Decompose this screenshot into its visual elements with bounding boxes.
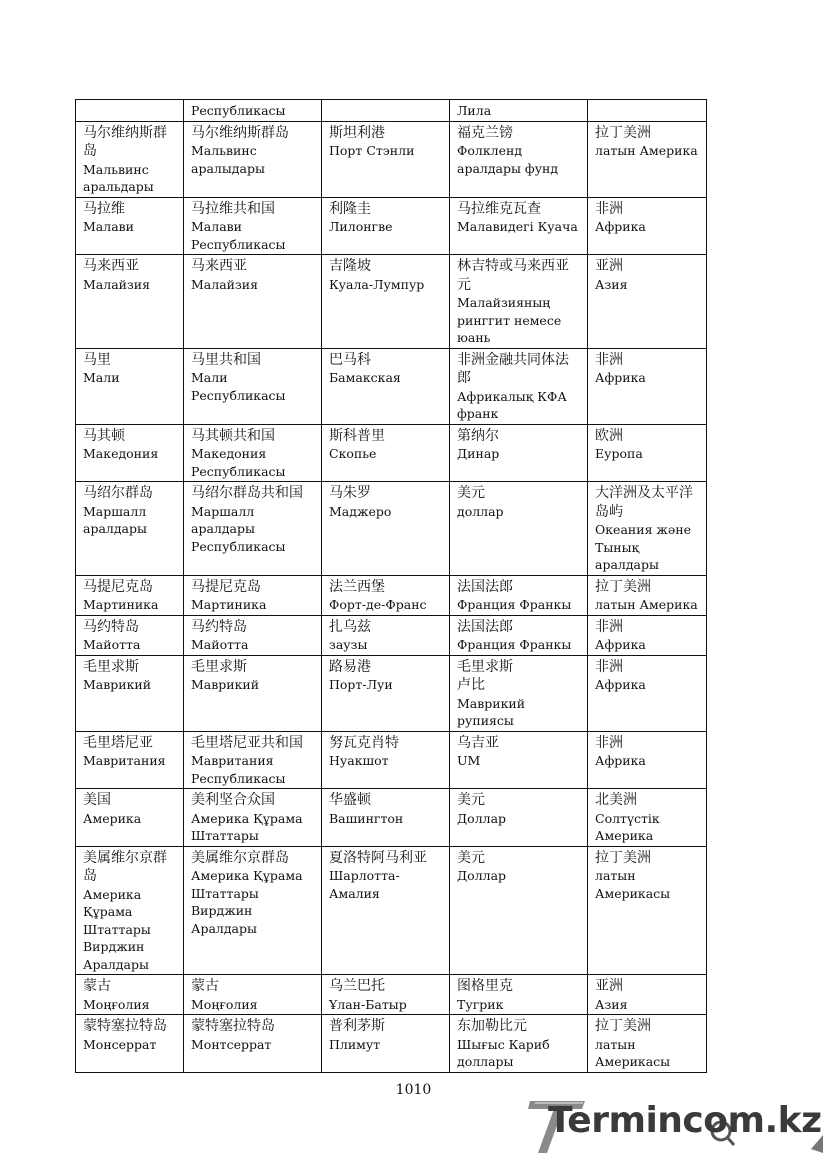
kazakh-term: Мальвинс аралыдары xyxy=(191,143,265,176)
kazakh-term: Франция Франкы xyxy=(457,637,572,652)
chinese-term: 扎乌兹 xyxy=(329,618,371,635)
kazakh-term: Малави Республикасы xyxy=(191,219,286,252)
chinese-term: 马里 xyxy=(83,351,111,368)
table-row xyxy=(76,731,707,789)
kazakh-term: Мартиника xyxy=(83,597,159,612)
region-cell xyxy=(588,615,707,655)
chinese-term: 普利茅斯 xyxy=(329,1018,385,1034)
region-cell xyxy=(588,731,707,789)
kazakh-term: латын Америка xyxy=(595,597,698,612)
kazakh-term: Малави xyxy=(83,219,135,234)
currency-cell xyxy=(450,789,588,847)
chinese-term: 巴马科 xyxy=(329,351,371,368)
chinese-term: 亚洲 xyxy=(595,978,623,994)
table-body xyxy=(76,100,707,1073)
kazakh-term: доллар xyxy=(457,503,504,519)
chinese-term: 亚洲 xyxy=(595,258,623,274)
kazakh-term: латын Америкасы xyxy=(595,868,671,901)
kazakh-term: Шығыс Кариб доллары xyxy=(457,1036,550,1069)
currency-cell xyxy=(450,424,588,482)
kazakh-term: Малайзияның ринггит немесе юань xyxy=(457,295,562,345)
currency-cell xyxy=(450,1015,588,1073)
capital-cell xyxy=(322,655,450,731)
capital-cell xyxy=(322,1015,450,1073)
country-short-cell xyxy=(76,424,184,482)
country-short-cell xyxy=(76,121,184,197)
kazakh-term: Солтүстік Америка xyxy=(595,810,660,843)
kazakh-term: Фолкленд аралдары фунд xyxy=(457,143,559,176)
chinese-term: 非洲 xyxy=(595,734,623,751)
currency-cell xyxy=(450,575,588,615)
capital-cell xyxy=(322,846,450,975)
table-row xyxy=(76,482,707,576)
kazakh-term: Лилонгве xyxy=(329,219,393,234)
chinese-term: 东加勒比元 xyxy=(457,1018,527,1034)
country-official-cell xyxy=(184,121,322,197)
kazakh-term: Малавидегі Куача xyxy=(457,219,578,234)
country-official-cell xyxy=(184,655,322,731)
chinese-term: 马其顿 xyxy=(83,427,125,444)
country-official-cell xyxy=(184,789,322,847)
chinese-term: 毛里塔尼亚 xyxy=(83,734,153,751)
table-row xyxy=(76,255,707,349)
kazakh-term: Порт Стэнли xyxy=(329,143,415,158)
chinese-term: 马提尼克岛 xyxy=(83,578,153,595)
table-row xyxy=(76,197,707,255)
kazakh-term: Майотта xyxy=(191,637,249,652)
country-terms-table xyxy=(75,99,707,1073)
table-row xyxy=(76,655,707,731)
chinese-term: 马拉维克瓦查 xyxy=(457,200,541,217)
chinese-term: 马拉维共和国 xyxy=(191,200,275,217)
kazakh-term: Мали Республикасы xyxy=(191,370,286,403)
capital-cell xyxy=(322,731,450,789)
chinese-term: 马来西亚 xyxy=(83,258,139,274)
kazakh-term: Македония Республикасы xyxy=(191,446,286,479)
chinese-term: 吉隆坡 xyxy=(329,258,371,274)
chinese-term: 法国法郎 xyxy=(457,618,513,635)
currency-cell xyxy=(450,197,588,255)
currency-cell xyxy=(450,846,588,975)
country-official-cell xyxy=(184,1015,322,1073)
table-row xyxy=(76,121,707,197)
kazakh-term: Майотта xyxy=(83,637,141,652)
chinese-term: 美属维尔京群岛 xyxy=(83,849,167,884)
country-official-cell xyxy=(184,348,322,424)
chinese-term: 拉丁美洲 xyxy=(595,124,651,141)
table-row xyxy=(76,100,707,122)
country-short-cell xyxy=(76,255,184,349)
kazakh-term: Нуакшот xyxy=(329,753,389,768)
country-official-cell xyxy=(184,846,322,975)
chinese-term: 马提尼克岛 xyxy=(191,578,261,595)
chinese-term: 马约特岛 xyxy=(191,618,247,635)
kazakh-term: Республикасы xyxy=(191,103,286,118)
chinese-term: 马来西亚 xyxy=(191,258,247,274)
kazakh-term: Малайзия xyxy=(191,276,259,292)
chinese-term: 欧洲 xyxy=(595,427,623,444)
country-short-cell xyxy=(76,1015,184,1073)
chinese-term: 马朱罗 xyxy=(329,485,371,501)
country-official-cell xyxy=(184,424,322,482)
table-row xyxy=(76,789,707,847)
kazakh-term: Америка Құрама Штаттары Вирджин Аралдары xyxy=(191,868,303,936)
chinese-term: 拉丁美洲 xyxy=(595,578,651,595)
chinese-term: 北美洲 xyxy=(595,792,637,808)
kazakh-term: латын Америка xyxy=(595,143,698,158)
chinese-term: 非洲金融共同体法郎 xyxy=(457,351,569,386)
kazakh-term: Македония xyxy=(83,446,159,461)
country-short-cell xyxy=(76,789,184,847)
chinese-term: 马绍尔群岛 xyxy=(83,485,153,501)
page-number: 1010 xyxy=(395,1082,432,1098)
chinese-term: 美利坚合众国 xyxy=(191,792,275,808)
region-cell xyxy=(588,575,707,615)
region-cell xyxy=(588,789,707,847)
kazakh-term: Ұлан-Батыр xyxy=(329,996,407,1012)
chinese-term: 蒙特塞拉特岛 xyxy=(83,1018,167,1034)
capital-cell xyxy=(322,121,450,197)
chinese-term: 乌兰巴托 xyxy=(329,978,385,994)
country-short-cell xyxy=(76,846,184,975)
kazakh-term: Вашингтон xyxy=(329,810,404,826)
chinese-term: 利隆圭 xyxy=(329,200,371,217)
capital-cell xyxy=(322,255,450,349)
currency-cell xyxy=(450,975,588,1015)
country-official-cell xyxy=(184,100,322,122)
currency-cell xyxy=(450,482,588,576)
kazakh-term: Тугрик xyxy=(457,996,504,1012)
kazakh-term: Порт-Луи xyxy=(329,677,393,692)
country-official-cell xyxy=(184,731,322,789)
chinese-term: 蒙古 xyxy=(83,978,111,994)
kazakh-term: Еуропа xyxy=(595,446,643,461)
chinese-term: 拉丁美洲 xyxy=(595,1018,651,1034)
currency-cell xyxy=(450,348,588,424)
region-cell xyxy=(588,100,707,122)
chinese-term: 马尔维纳斯群岛 xyxy=(191,124,289,141)
country-short-cell xyxy=(76,731,184,789)
chinese-term: 非洲 xyxy=(595,658,623,675)
chinese-term: 卢比 xyxy=(457,677,485,693)
chinese-term: 乌吉亚 xyxy=(457,734,499,751)
chinese-term: 第纳尔 xyxy=(457,427,499,444)
kazakh-term: Моңғолия xyxy=(191,996,258,1012)
kazakh-term: Лила xyxy=(457,103,492,118)
kazakh-term: Маршалл аралдары Республикасы xyxy=(191,503,286,554)
currency-cell xyxy=(450,655,588,731)
kazakh-term: Мавритания xyxy=(83,753,166,768)
chinese-term: 蒙古 xyxy=(191,978,219,994)
table-row xyxy=(76,975,707,1015)
chinese-term: 拉丁美洲 xyxy=(595,849,651,866)
capital-cell xyxy=(322,348,450,424)
country-official-cell xyxy=(184,575,322,615)
chinese-term: 林吉特或马来西亚元 xyxy=(457,258,569,293)
table-row xyxy=(76,424,707,482)
kazakh-term: латын Америкасы xyxy=(595,1036,671,1069)
kazakh-term: Шарлотта-Амалия xyxy=(329,868,400,901)
kazakh-term: Мали xyxy=(83,370,120,385)
kazakh-term: Франция Франкы xyxy=(457,597,572,612)
country-short-cell xyxy=(76,197,184,255)
region-cell xyxy=(588,482,707,576)
chinese-term: 马尔维纳斯群岛 xyxy=(83,124,167,159)
region-cell xyxy=(588,197,707,255)
chinese-term: 马拉维 xyxy=(83,200,125,217)
kazakh-term: Форт-де-Франс xyxy=(329,597,427,612)
country-official-cell xyxy=(184,975,322,1015)
kazakh-term: Азия xyxy=(595,276,628,292)
chinese-term: 大洋洲及太平洋岛屿 xyxy=(595,485,693,520)
region-cell xyxy=(588,348,707,424)
kazakh-term: заузы xyxy=(329,637,368,652)
currency-cell xyxy=(450,255,588,349)
kazakh-term: Скопье xyxy=(329,446,377,461)
kazakh-term: Маврикий xyxy=(83,677,152,692)
chinese-term: 福克兰镑 xyxy=(457,124,513,141)
kazakh-term: Маршалл аралдары xyxy=(83,503,147,536)
country-short-cell xyxy=(76,482,184,576)
region-cell xyxy=(588,424,707,482)
kazakh-term: Мавритания Республикасы xyxy=(191,753,286,786)
chinese-term: 美元 xyxy=(457,485,485,501)
chinese-term: 毛里求斯 xyxy=(191,658,247,675)
country-short-cell xyxy=(76,575,184,615)
table-row xyxy=(76,615,707,655)
kazakh-term: Бамакская xyxy=(329,370,401,385)
table-row xyxy=(76,575,707,615)
chinese-term: 毛里求斯 xyxy=(83,658,139,675)
table-row xyxy=(76,1015,707,1073)
chinese-term: 夏洛特阿马利亚 xyxy=(329,849,427,866)
chinese-term: 毛里塔尼亚共和国 xyxy=(191,734,303,751)
country-official-cell xyxy=(184,255,322,349)
chinese-term: 图格里克 xyxy=(457,978,513,994)
capital-cell xyxy=(322,197,450,255)
capital-cell xyxy=(322,975,450,1015)
chinese-term: 斯科普里 xyxy=(329,427,385,444)
region-cell xyxy=(588,655,707,731)
kazakh-term: Азия xyxy=(595,996,628,1012)
chinese-term: 美元 xyxy=(457,849,485,866)
kazakh-term: Динар xyxy=(457,446,500,461)
kazakh-term: Африкалық КФА франк xyxy=(457,388,567,421)
kazakh-term: Америка Құрама Штаттары Вирджин Аралдары xyxy=(83,886,151,972)
kazakh-term: Малайзия xyxy=(83,276,151,292)
kazakh-term: Океания және Тынық аралдары xyxy=(595,522,692,572)
kazakh-term: Африка xyxy=(595,637,646,652)
chinese-term: 华盛顿 xyxy=(329,792,371,808)
country-official-cell xyxy=(184,615,322,655)
country-short-cell xyxy=(76,348,184,424)
kazakh-term: Доллар xyxy=(457,868,507,883)
country-official-cell xyxy=(184,482,322,576)
table-row xyxy=(76,348,707,424)
capital-cell xyxy=(322,789,450,847)
chinese-term: 毛里求斯 xyxy=(457,658,513,675)
country-short-cell xyxy=(76,100,184,122)
chinese-term: 努瓦克肖特 xyxy=(329,734,399,751)
chinese-term: 马其顿共和国 xyxy=(191,427,275,444)
chinese-term: 非洲 xyxy=(595,200,623,217)
capital-cell xyxy=(322,100,450,122)
region-cell xyxy=(588,975,707,1015)
kazakh-term: Мальвинс аральдары xyxy=(83,161,154,194)
chinese-term: 路易港 xyxy=(329,658,371,675)
chinese-term: 马约特岛 xyxy=(83,618,139,635)
country-short-cell xyxy=(76,975,184,1015)
region-cell xyxy=(588,121,707,197)
country-short-cell xyxy=(76,615,184,655)
currency-cell xyxy=(450,731,588,789)
region-cell xyxy=(588,846,707,975)
chinese-term: 法国法郎 xyxy=(457,578,513,595)
chinese-term: 马绍尔群岛共和国 xyxy=(191,485,303,501)
chinese-term: 美国 xyxy=(83,792,111,808)
kazakh-term: Маврикий рупиясы xyxy=(457,695,526,728)
chinese-term: 美元 xyxy=(457,792,485,808)
region-cell xyxy=(588,1015,707,1073)
kazakh-term: Мартиника xyxy=(191,597,267,612)
kazakh-term: Моңғолия xyxy=(83,996,150,1012)
currency-cell xyxy=(450,100,588,122)
country-short-cell xyxy=(76,655,184,731)
chinese-term: 马里共和国 xyxy=(191,351,261,368)
logo-text: Termincom.kz xyxy=(548,1100,822,1141)
chinese-term: 法兰西堡 xyxy=(329,578,385,595)
kazakh-term: Африка xyxy=(595,370,646,385)
capital-cell xyxy=(322,482,450,576)
kazakh-term: Америка xyxy=(83,810,142,826)
chinese-term: 美属维尔京群岛 xyxy=(191,849,289,866)
kazakh-term: Африка xyxy=(595,677,646,692)
capital-cell xyxy=(322,615,450,655)
chinese-term: 非洲 xyxy=(595,618,623,635)
region-cell xyxy=(588,255,707,349)
table-row xyxy=(76,846,707,975)
kazakh-term: Куала-Лумпур xyxy=(329,276,425,292)
currency-cell xyxy=(450,121,588,197)
kazakh-term: Африка xyxy=(595,753,646,768)
kazakh-term: Маврикий xyxy=(191,677,260,692)
chinese-term: 蒙特塞拉特岛 xyxy=(191,1018,275,1034)
chinese-term: 斯坦利港 xyxy=(329,124,385,141)
capital-cell xyxy=(322,424,450,482)
chinese-term: 非洲 xyxy=(595,351,623,368)
kazakh-term: Монсеррат xyxy=(83,1036,157,1052)
kazakh-term: Америка Құрама Штаттары xyxy=(191,810,303,843)
kazakh-term: Маджеро xyxy=(329,503,392,519)
country-official-cell xyxy=(184,197,322,255)
kazakh-term: Доллар xyxy=(457,810,507,826)
kazakh-term: Монтсеррат xyxy=(191,1036,272,1052)
currency-cell xyxy=(450,615,588,655)
kazakh-term: Плимут xyxy=(329,1036,381,1052)
kazakh-term: Африка xyxy=(595,219,646,234)
capital-cell xyxy=(322,575,450,615)
kazakh-term: UM xyxy=(457,753,481,768)
